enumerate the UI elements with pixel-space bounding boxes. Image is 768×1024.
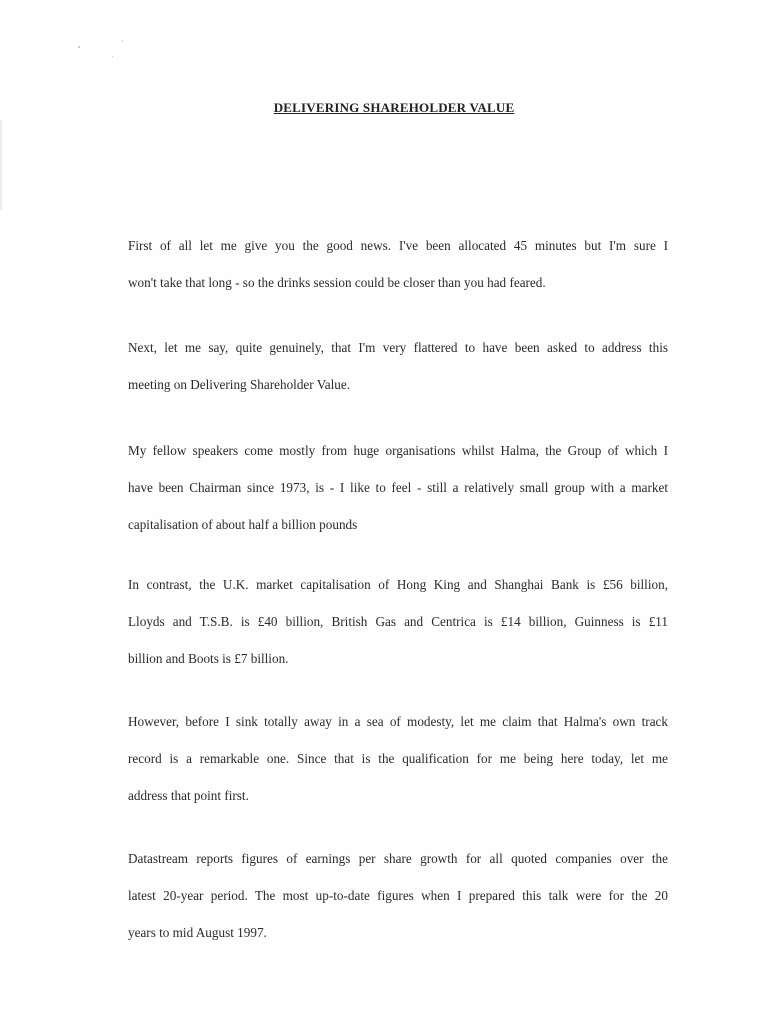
paragraph-line: Datastream reports figures of earnings per share growth for all quoted companies over the <box>128 851 668 866</box>
paragraph-4 <box>128 566 668 677</box>
scan-speck <box>78 46 80 48</box>
paragraph-line: My fellow speakers come mostly from huge organisations whilst Halma, the Group of which I <box>128 443 668 458</box>
paragraph-line: won't take that long - so the drinks session could be closer than you had feared. <box>128 275 546 290</box>
paragraph-1 <box>128 227 668 301</box>
paragraph-line: Next, let me say, quite genuinely, that I'm very flattered to have been asked to address this <box>128 340 668 355</box>
paragraph-6 <box>128 840 668 951</box>
paragraph-3 <box>128 432 668 543</box>
paragraph-5 <box>128 703 668 814</box>
paragraph-line: have been Chairman since 1973, is - I like to feel - still a relatively small group with a market <box>128 480 668 495</box>
paragraph-line: latest 20-year period. The most up-to-date figures when I prepared this talk were for the 20 <box>128 888 668 903</box>
scan-speck <box>112 56 113 57</box>
paragraph-line: capitalisation of about half a billion pounds <box>128 517 358 532</box>
paragraph-2 <box>128 329 668 403</box>
paragraph-line: In contrast, the U.K. market capitalisation of Hong King and Shanghai Bank is £56 billion, <box>128 577 668 592</box>
paragraph-line: years to mid August 1997. <box>128 925 267 940</box>
document-title: DELIVERING SHAREHOLDER VALUE <box>273 100 515 115</box>
paragraph-line: meeting on Delivering Shareholder Value. <box>128 377 351 392</box>
paragraph-line: Lloyds and T.S.B. is £40 billion, British Gas and Centrica is £14 billion, Guinness is £11 <box>128 614 668 629</box>
paragraph-line: record is a remarkable one. Since that is the qualification for me being here today, let me <box>128 751 668 766</box>
paragraph-line: However, before I sink totally away in a sea of modesty, let me claim that Halma's own track <box>128 714 668 729</box>
paragraph-line: address that point first. <box>128 788 249 803</box>
scan-speck <box>122 40 123 42</box>
scan-edge-shadow <box>0 120 3 210</box>
paragraph-line: First of all let me give you the good news. I've been allocated 45 minutes but I'm sure I <box>128 238 668 253</box>
paragraph-line: billion and Boots is £7 billion. <box>128 651 289 666</box>
